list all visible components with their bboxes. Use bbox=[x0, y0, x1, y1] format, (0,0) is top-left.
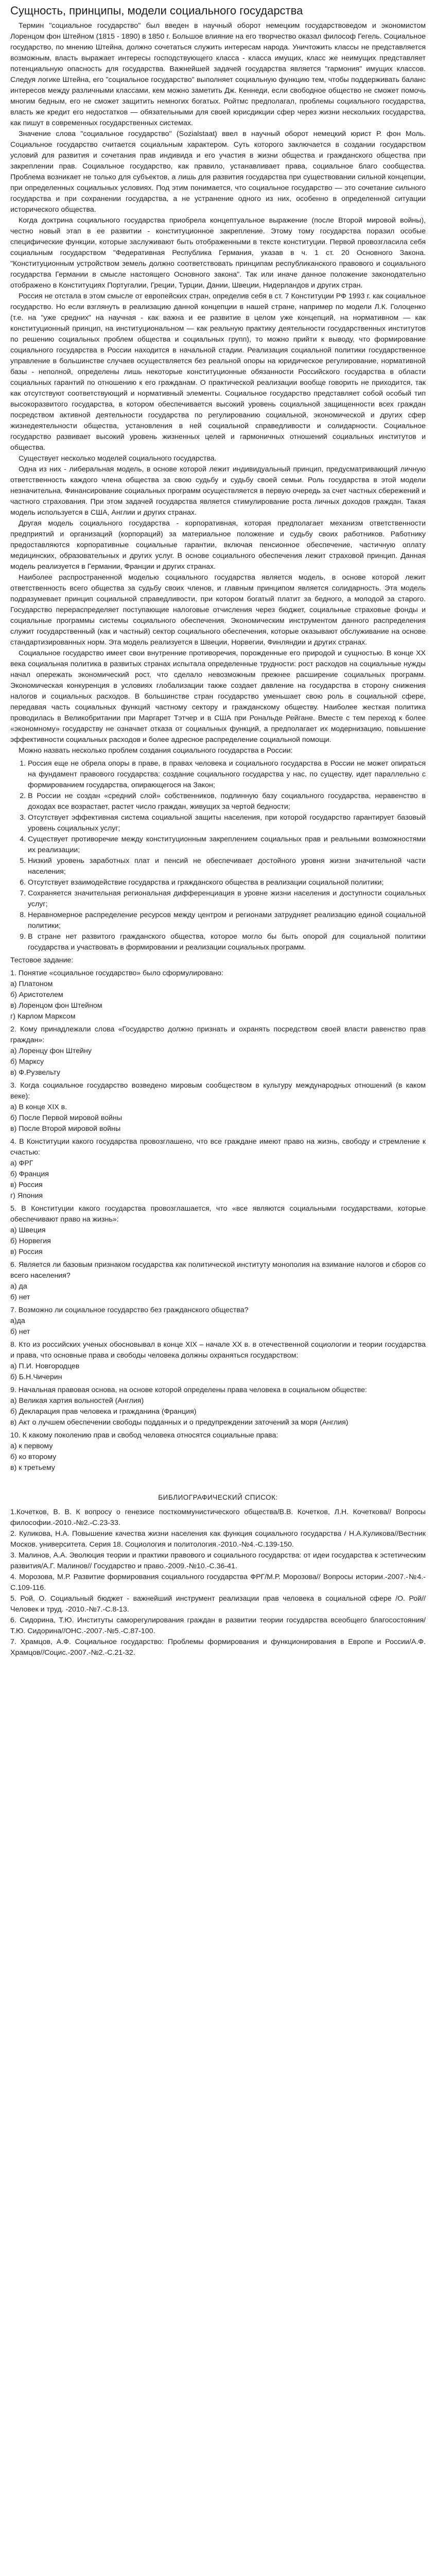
answer-option: в) После Второй мировой войны bbox=[10, 1125, 121, 1133]
answer-option: г) Карлом Марксом bbox=[10, 1012, 76, 1021]
answer-option: а) В конце XIX в. bbox=[10, 1103, 67, 1111]
list-item: 8. Неравномерное распределение ресурсов между центром и регионами затрудняет реализацию единой социальной политики; bbox=[28, 910, 426, 931]
question bbox=[10, 1305, 426, 1337]
question bbox=[10, 1137, 426, 1201]
bibliography-item: 3. Малинов, А.А. Эволюция теории и практики правового и социального государства: от идеи государства к эстетическим развития/А.Г. Малинов// Государство и право.-2009.-№10.-С.36-41. bbox=[10, 1551, 426, 1570]
list-item: 4. Существует противоречие между конституционным закреплением социальных прав и реальными возможностями их реализации; bbox=[28, 834, 426, 856]
list-item: 3. Отсутствует эффективная система социальной защиты населения, при которой государство гарантирует базовый уровень социальных услуг; bbox=[28, 812, 426, 834]
answer-option: б) Норвегия bbox=[10, 1237, 51, 1245]
answer-option: б) Б.Н.Чичерин bbox=[10, 1373, 62, 1381]
question bbox=[10, 1340, 426, 1383]
list-item: 6. Отсутствует взаимодействие государства и гражданского общества в реализации социальной политики; bbox=[28, 877, 426, 888]
bibliography-item: 2. Куликова, Н.А. Повышение качества жизни населения как функция социального государства / Н.А.Куликова//Вестник Москов. университета. Серия 18. Социология и политология.-2010.-№4.-С.139-150. bbox=[10, 1530, 426, 1549]
question bbox=[10, 968, 426, 1022]
bibliography-item: 4. Морозова, М.Р. Развитие формирования социального государства ФРГ/М.Р. Морозова// Вопросы истории.-2007.-№4.-С.109-116. bbox=[10, 1573, 426, 1592]
paragraph: Россия не отстала в этом смысле от европейских стран, определив себя в ст. 7 Конституции РФ 1993 г. как социальное государство. Но если взглянуть в реализацию данной концепции в нашей стране, например по модели Л.К. Голоценко (т.е. на "уже средних" на научная - как важна и ее развитие в целом уже концепций, на нормативном — как конституционный принцип, на институциональном — как реальную практику деятельности государственных институтов по решению социальных проблем общества и социальных групп), то можно прийти к выводу, что формирование социального государства в России находится в начальной стадии. Реализация социальной политики государственное управление в большинстве случаев осуществляется без реальной опоры на юридическое регулирование, нормативной базы - неполной, определены лишь некоторые конституционные обязанности Российского государства в области социальных гарантий по отношению к его гражданам. О практической реализации вообще говорить не приходится, так как отсутствуют соответствующий и нормативный элементы. Социальное государство представляет собой особый тип высокоразвитого государства, в котором обеспечивается высокий уровень социальной защищенности всех граждан посредством активной деятельности государства по регулированию социальной, экономической и других сфер жизнедеятельности общества, установления в ней социальной справедливости и солидарности. Социальное государство развивает высокий уровень жизненных целей и гармоничных отношений социальных институтов и общества. bbox=[10, 292, 426, 452]
answer-option: б) нет bbox=[10, 1328, 30, 1336]
paragraph: Социальное государство имеет свои внутренние противоречия, порожденные его природой и сущностью. В конце XX века социальная политика в развитых странах испытала определенные трудности: рост расходов на социальные нужды начал опережать экономический рост, что сделало невозможным прежнее расширение социальных программ. Экономическая конкуренция в условиях глобализации также создает давление на государства в сторону снижения налогов и социальных расходов. В большинстве стран государство уменьшает свою роль в социальной сфере, передавая часть социальных функций частному сектору и гражданскому обществу. Наиболее жесткая политика проводилась в Великобритании при Маргарет Тэтчер и в США при Рональде Рейгане. Вместе с тем переход к более «экономному» государству не означает отказа от социальных функций, а предполагает их модернизацию, повышение эффективности социальных расходов и более адресное распределение социальной помощи. bbox=[10, 649, 426, 744]
bibliography-list bbox=[10, 1507, 426, 1658]
bibliography-item: 7. Храмцов, А.Ф. Социальное государство: Проблемы формирования и функционирования в Европе и России/А.Ф. Храмцов//Социс.-2007.-№2.-С.21-32. bbox=[10, 1638, 426, 1657]
list-item: 9. В стране нет развитого гражданского общества, которое могло бы быть опорой для социальной политики государства и участвовать в формировании и реализации социальных программ. bbox=[28, 931, 426, 953]
bibliography-item: 5. Рой, О. Социальный бюджет - важнейший инструмент реализации прав человека в социальной сфере /О. Рой// Человек и труд. -2010.-№7.-С.8-13. bbox=[10, 1595, 426, 1614]
intro-section bbox=[10, 21, 426, 756]
question-text: 10. К какому поколению прав и свобод человека относятся социальные права: bbox=[10, 1431, 278, 1439]
question-text: 8. Кто из российских ученых обосновывал в конце XIX – начале XX в. в отечественной социологии и теории государства и права, что основные права и свободы человека должны охраняться государством: bbox=[10, 1341, 426, 1360]
answer-option: в) Акт о лучшем обеспечении свободы подданных и о предупреждении заточений за моря (Англия) bbox=[10, 1418, 348, 1427]
answer-option: б) нет bbox=[10, 1293, 30, 1301]
answer-option: б) ко второму bbox=[10, 1453, 57, 1461]
bibliography-title: БИБЛИОГРАФИЧЕСКИЙ СПИСОК: bbox=[158, 1494, 278, 1501]
document-title: Сущность, принципы, модели социального государства bbox=[10, 4, 303, 17]
question-text: 5. В Конституции какого государства провозглашается, что «все являются социальными государствами, которые обеспечивают право на жизнь»: bbox=[10, 1205, 426, 1224]
answer-option: в) Лоренцом фон Штейном bbox=[10, 1002, 102, 1010]
list-item: 7. Сохраняется значительная региональная дифференциация в уровне жизни населения и доступности социальных услуг; bbox=[28, 888, 426, 910]
question bbox=[10, 1204, 426, 1258]
question bbox=[10, 1024, 426, 1078]
answer-option: б) Декларация прав человека и гражданина (Франция) bbox=[10, 1408, 197, 1416]
paragraph: Наиболее распространенной моделью социального государства является модель, в основе которой лежит ответственность всего общества за судьбу своих членов, и главным принципом является солидарность. Эта модель подразумевает принцип социальной справедливости, при котором богатый платит за бедного, а молодой за старого. Государство перераспределяет поступающие налоговые отчисления через бюджет, социальные страховые фонды и социальные программы системы социального обеспечения. Экономическим инструментом данного распределения служит государственный (как и частный) сектор социального обеспечения, которые оказывают обслуживание на основе стандартизированных норм. Эта модель реализуется в Швеции, Норвегии, Финляндии и других странах. bbox=[10, 573, 426, 647]
answer-option: в) Ф.Рузвельту bbox=[10, 1069, 61, 1077]
test-questions bbox=[10, 968, 426, 1473]
question bbox=[10, 1260, 426, 1303]
question-text: 7. Возможно ли социальное государство без гражданского общества? bbox=[10, 1306, 249, 1314]
paragraph: Термин "социальное государство" был введен в научный оборот немецким государствоведом и экономистом Лоренцом фон Штейном (1815 - 1890) в 1850 г. Большое влияние на его творчество оказал философ Гегель. Социальное государство, по мнению Штейна, должно сочетаться служить интересам народа. Уничтожить классы не представляется возможным, власть выражает интересы господствующего класса - класса имущих, класс же неимущих представляет потенциальную опасность для государства. Важнейшей задачей государства является "гармония" имущих классов. Следуя логике Штейна, его "социальное государство" выполняет социальную функцию тем, чтобы поддерживать баланс интересов между различными классами, кем можно заметить Дж. Кеннеди, если свободное общество не сможет помочь многим бедным, его не сможет защитить немногих богатых. Ройтмс предполагал, проблемы социального государства, власть же кредит его недостатков — обязательными для своей юрисдикции сфер через жизни нескольких государства, как пишут в современных государственных системах. bbox=[10, 22, 426, 127]
answer-option: б) После Первой мировой войны bbox=[10, 1114, 123, 1122]
paragraph: Существует несколько моделей социального государства. bbox=[19, 454, 217, 463]
answer-option: б) Франция bbox=[10, 1170, 49, 1178]
answer-option: в) к третьему bbox=[10, 1464, 55, 1472]
bibliography-item: 6. Сидорина, Т.Ю. Институты саморегулирования граждан в развитии теории государства всеобщего благосостояния/Т.Ю. Сидорина//ОНС.-2007.-№5.-С.87-100. bbox=[10, 1616, 426, 1635]
answer-option: а) к первому bbox=[10, 1442, 53, 1450]
answer-option: а)да bbox=[10, 1317, 25, 1325]
answer-option: б) Аристотелем bbox=[10, 991, 63, 999]
question bbox=[10, 1385, 426, 1428]
paragraph: Одна из них - либеральная модель, в основе которой лежит индивидуальный принцип, предусматривающий личную ответственность каждого члена общества за свою судьбу и судьбу своей семьи. Роль государства в этой модели незначительна. Финансирование социальных программ осуществляется в первую очередь за счет частных сбережений и частного страхования. При этом задачей государства является стимулирование роста личных доходов граждан. Такая модель используется в США, Англии и других странах. bbox=[10, 465, 426, 517]
test-heading: Тестовое задание: bbox=[10, 956, 74, 964]
question-text: 6. Является ли базовым признаком государства как политической институту монополия на взимание налогов и сборов со всего населения? bbox=[10, 1261, 426, 1280]
answer-option: а) да bbox=[10, 1282, 27, 1291]
bibliography-item: 1.Кочетков, В. В. К вопросу о генезисе посткоммунистического общества/В.В. Кочетков, Л.Н. Кочеткова// Вопросы философии.-2010.-№2.-С.23-33. bbox=[10, 1508, 426, 1527]
paragraph: Другая модель социального государства - корпоративная, которая предполагает механизм ответственности предприятий и организаций (корпораций) за материальное положение и судьбу своих работников. Работнику предоставляются корпоративные социальные гарантии, включая пенсионное обеспечение, частичную оплату медицинских, образовательных и других услуг. В основе социального обеспечения лежит страховой принцип. Данная модель реализуется в Германии, Франции и других странах. bbox=[10, 519, 426, 571]
paragraph: Можно назвать несколько проблем создания социального государства в России: bbox=[19, 747, 293, 755]
answer-option: а) Швеция bbox=[10, 1226, 46, 1234]
paragraph: Когда доктрина социального государства приобрела концептуальное выражение (после Второй мировой войны), честно новый этап в ее развитии - конституционное закрепление. Этому тому государства поразил особые специфические функции, которые заслуживают быть отображенными в тексте конституции. Первой провозгласила себя социальным государством "Федеративная Республика Германия, указав в ч. 1 ст. 20 Основного Закона. "Конституционным устройством земель должно соответствовать принципам республиканского правового и социального государства Германии в смысле настоящего Основного закона". Так или иначе данное положение законодательно отображено в Конституциях Португалии, Греции, Турции, Дании, Швеции, Нидерландов и других стран. bbox=[10, 216, 426, 290]
question bbox=[10, 1080, 426, 1134]
answer-option: а) Великая хартия вольностей (Англия) bbox=[10, 1397, 144, 1405]
answer-option: в) Россия bbox=[10, 1181, 43, 1189]
question-text: 4. В Конституции какого государства провозглашено, что все граждане имеют право на жизнь, свободу и стремление к счастью: bbox=[10, 1138, 426, 1157]
question-text: 1. Понятие «социальное государство» было сформулировано: bbox=[10, 969, 223, 977]
answer-option: б) Марксу bbox=[10, 1058, 44, 1066]
answer-option: а) Платоном bbox=[10, 980, 53, 988]
problems-list bbox=[10, 758, 426, 953]
answer-option: г) Япония bbox=[10, 1192, 43, 1200]
answer-option: в) Россия bbox=[10, 1248, 43, 1256]
answer-option: а) П.И. Новгородцев bbox=[10, 1362, 80, 1370]
answer-option: а) Лоренцу фон Штейну bbox=[10, 1047, 92, 1055]
list-item: 2. В России не создан «средний слой» собственников, подлинную базу социального государства, неравенство в доходах все возрастает, растет число граждан, живущих за чертой бедности; bbox=[28, 791, 426, 812]
question bbox=[10, 1430, 426, 1473]
question-text: 3. Когда социальное государство возведено мировым сообществом в культуру международных отношений (в каком веке): bbox=[10, 1081, 426, 1100]
paragraph: Значение слова "социальное государство" (Sozialstaat) ввел в научный оборот немецкий юрист Р. фон Моль. Социальное государство считается социальным характером. Суть которого заключается в создании государством условий для развития и сочетания прав индивида и его участия в жизни общества и гражданского общества при закреплении прав. Социальное государство, как правило, устанавливает права, социальное благо сообщества. Проблема возникает не только для субъектов, а лишь для развития государства при существовании сильной концепции, при определенных социальных условиях. Под этим понимается, что социальное государство — это сочетание сильного государства и при сохранении государства, а не устранение одного из них, особенно в определенной ситуации исторического общества. bbox=[10, 130, 426, 214]
list-item: 5. Низкий уровень заработных плат и пенсий не обеспечивает достойного уровня жизни значительной части населения; bbox=[28, 856, 426, 877]
answer-option: а) ФРГ bbox=[10, 1159, 33, 1167]
question-text: 9. Начальная правовая основа, на основе которой определены права человека в социальном обществе: bbox=[10, 1386, 367, 1394]
list-item: 1. Россия еще не обрела опоры в праве, в правах человека и социального государства в России не может опираться на фундамент правового государства: создание социального государства у нас, по существу, идет параллельно с формированием государства, опирающегося на Закон; bbox=[28, 758, 426, 791]
question-text: 2. Кому принадлежали слова «Государство должно признать и охранять посредством своей власти равенство прав граждан»: bbox=[10, 1025, 426, 1044]
